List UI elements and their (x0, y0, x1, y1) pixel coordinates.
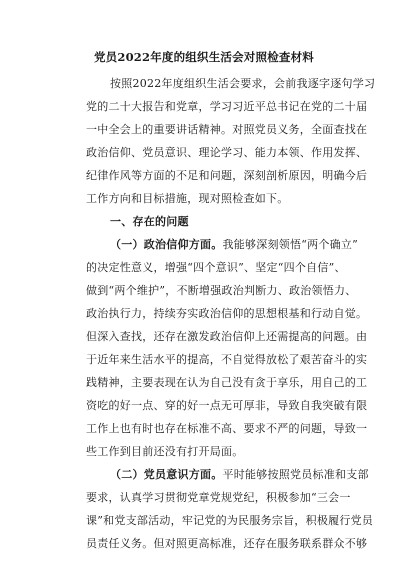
sub2-label: （二）党员意识方面。 (110, 468, 223, 481)
sub1-line: 些工作到目前还没有打开局面。 (86, 445, 244, 458)
sub1-line: 的决定性意义，增强“四个意识”、坚定“四个自信”、 (86, 261, 346, 274)
intro-line: 党的二十大报告和党章，学习习近平总书记在党的二十届 (86, 100, 368, 113)
sub1-line: 但深入查找，还存在激发政治信仰上还需提高的问题。由 (86, 330, 368, 343)
sub1-first-line (110, 236, 358, 252)
intro-line: 按照2022年度组织生活会要求，会前我逐字逐句学习 (110, 77, 376, 90)
sub2-first-rest: 平时能够按照党员标准和支部 (222, 468, 369, 481)
intro-line: 工作方向和目标措施，现对照检查如下。 (86, 192, 289, 205)
sub1-line: 工作上也有时也存在标准不高、要求不严的问题，导致一 (86, 422, 368, 435)
sub1-line: 做到“两个维护”，不断增强政治判断力、政治领悟力、 (86, 284, 357, 297)
document-title: 党员2022年度的组织生活会对照检查材料 (93, 50, 314, 64)
section-heading: 一、存在的问题 (110, 215, 189, 228)
sub1-line: 政治执行力，持续夯实政治信仰的思想根基和行动自觉。 (86, 307, 368, 320)
sub1-line: 于近年来生活水平的提高，不自觉得放松了艰苦奋斗的实 (86, 353, 368, 366)
intro-line: 一中全会上的重要讲话精神。对照党员义务，全面查找在 (86, 123, 368, 136)
sub1-line: 资吃的好一点、穿的好一点无可厚非，导致自我突破有限 (86, 399, 368, 412)
sub2-first-line (110, 466, 369, 482)
sub2-line: 课”和党支部活动，牢记党的为民服务宗旨，积极履行党员 (86, 514, 374, 527)
sub2-line: 员责任义务。但对照更高标准，还存在服务联系群众不够 (86, 537, 368, 550)
sub1-label: （一）政治信仰方面。 (110, 238, 223, 251)
intro-line: 政治信仰、党员意识、理论学习、能力本领、作用发挥、 (86, 146, 368, 159)
sub2-line: 要求，认真学习贯彻党章党规党纪，积极参加“三会一 (86, 491, 351, 504)
intro-line: 纪律作风等方面的不足和问题，深刻剖析原因，明确今后 (86, 169, 368, 182)
sub1-first-rest: 我能够深刻领悟“两个确立” (222, 238, 358, 251)
sub1-line: 践精神，主要表现在认为自己没有贪于享乐，用自己的工 (86, 376, 368, 389)
